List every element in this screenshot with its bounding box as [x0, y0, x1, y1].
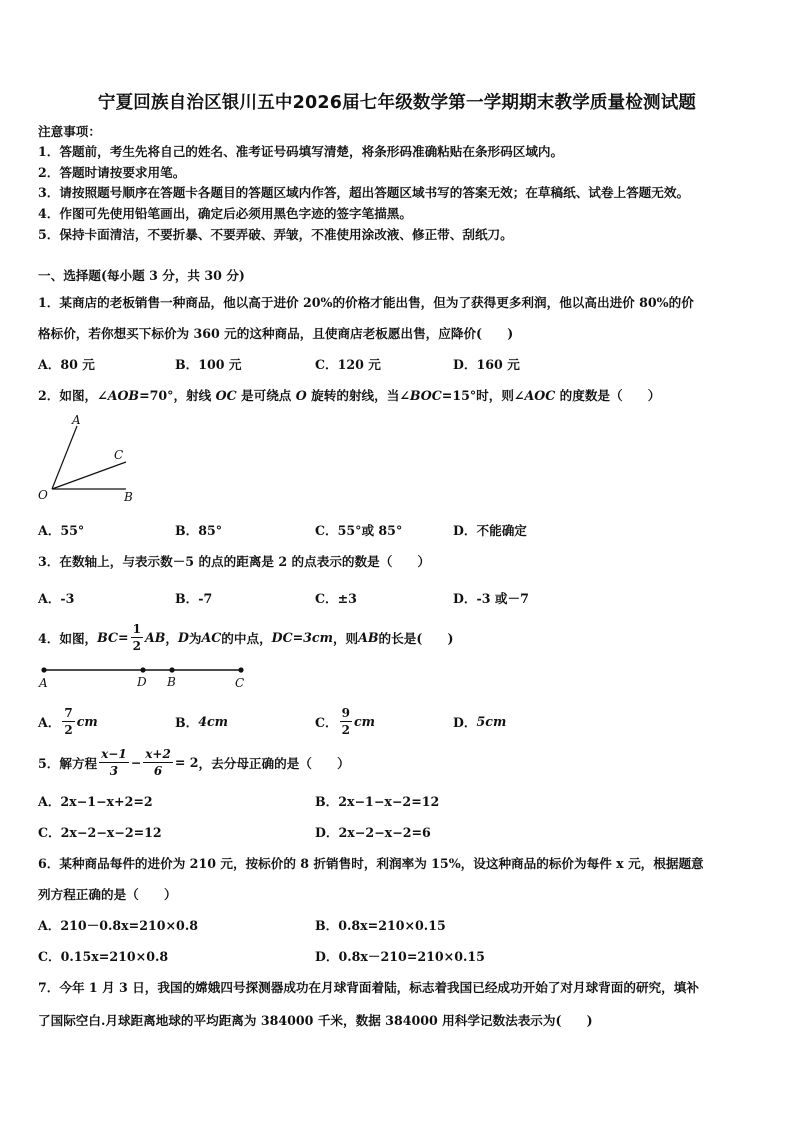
- q2-text: 的度数是（ ）: [555, 388, 661, 403]
- q4-option-d: [453, 703, 506, 739]
- q2-option-d: D．不能确定: [453, 523, 527, 538]
- point-d: [140, 667, 145, 672]
- fraction-numerator: 9: [341, 705, 350, 720]
- q2-angle-boc: ∠BOC: [399, 388, 442, 403]
- q6-option-a: A．210－0.8x=210×0.8: [38, 918, 198, 933]
- option-fraction: [340, 707, 352, 736]
- q3-option-b: B．-7: [175, 591, 213, 606]
- label-c: C: [235, 676, 245, 690]
- question-1-line-2: 格标价，若你想买下标价为 360 元的这种商品，且使商店老板愿出售，应降价( ): [38, 326, 514, 341]
- q4-option-c: [315, 703, 375, 739]
- notice-item: 2．答题时请按要求用笔。: [38, 165, 186, 180]
- q4-bc: BC=: [97, 629, 129, 645]
- q4-dc: DC=3cm: [271, 629, 333, 645]
- q4-point-d: D: [177, 629, 189, 645]
- q2-ray-oc: OC: [215, 388, 237, 403]
- q5-minus: −: [130, 754, 142, 770]
- q4-text: 为: [188, 630, 202, 646]
- q6-option-d: D．0.8x－210=210×0.15: [315, 949, 485, 964]
- q2-angle-aoc: ∠AOC: [513, 388, 556, 403]
- q4-option-a: [38, 703, 98, 739]
- section-heading: 一、选择题(每小题 3 分，共 30 分): [38, 268, 245, 283]
- q2-option-c: C．55°或 85°: [315, 523, 403, 538]
- notice-item: 3．请按照题号顺序在答题卡各题目的答题区域内作答，超出答题区域书写的答案无效；在草稿纸、试卷上答题无效。: [38, 185, 690, 200]
- fraction-numerator: 7: [64, 705, 73, 720]
- notice-item: 4．作图可先使用铅笔画出，确定后必须用黑色字迹的签字笔描黑。: [38, 206, 412, 221]
- q4-text: 的长是( ): [378, 630, 454, 646]
- fraction-denominator: 2: [341, 722, 350, 737]
- q4-ac: AC: [201, 629, 222, 645]
- q2-option-a: A．55°: [38, 523, 85, 538]
- q2-point-o: O: [295, 388, 307, 403]
- option-value: 5cm: [476, 713, 507, 729]
- question-3-stem: 3．在数轴上，与表示数－5 的点的距离是 2 的点表示的数是（ ）: [38, 554, 431, 569]
- label-a: A: [72, 413, 81, 427]
- q2-prefix: 2．如图，: [38, 388, 98, 403]
- label-c: C: [114, 448, 124, 462]
- label-b: B: [124, 490, 133, 504]
- notice-item: 1．答题前，考生先将自己的姓名、准考证号码填写清楚，将条形码准确粘贴在条形码区域内。: [38, 144, 564, 159]
- label-a: A: [39, 676, 48, 690]
- fraction-numerator: x+2: [145, 746, 171, 761]
- page-title: 宁夏回族自治区银川五中2026届七年级数学第一学期期末教学质量检测试题: [97, 93, 697, 113]
- q5-option-a: A．2x−1−x+2=2: [38, 794, 153, 809]
- question-1-line-1: 1．某商店的老板销售一种商品，他以高于进价 20%的价格才能出售，但为了获得更多利润，他以高出进价 80%的价: [38, 295, 694, 310]
- fraction-denominator: 6: [153, 763, 163, 778]
- q1-option-a: A．80 元: [38, 357, 95, 372]
- option-label: D．: [453, 714, 477, 730]
- option-fraction: [62, 707, 74, 736]
- q5-fraction-2: [143, 748, 173, 777]
- q5-text: ，去分母正确的是（ ）: [198, 755, 350, 771]
- point-b: [169, 667, 174, 672]
- question-7-line-2: 了国际空白.月球距离地球的平均距离为 384000 千米，数据 384000 用科学记数法表示为( ): [38, 1013, 593, 1028]
- question-7-line-1: 7．今年 1 月 3 日，我国的嫦娥四号探测器成功在月球背面着陆，标志着我国已经成功开始了对月球背面的研究，填补: [38, 980, 699, 995]
- q5-prefix: 5．解方程: [38, 755, 98, 771]
- q6-option-c: C．0.15x=210×0.8: [38, 949, 169, 964]
- q5-equals: = 2: [174, 754, 199, 770]
- notice-heading: 注意事项：: [38, 124, 101, 139]
- question-6-line-2: 列方程正确的是（ ）: [38, 887, 177, 902]
- label-b: B: [167, 675, 176, 689]
- fraction-denominator: 2: [64, 722, 73, 737]
- point-a: [41, 667, 46, 672]
- q5-option-d: D．2x−2−x−2=6: [315, 825, 431, 840]
- option-label: B．: [175, 714, 199, 730]
- q3-option-d: D．-3 或－7: [453, 591, 529, 606]
- q1-option-c: C．120 元: [315, 357, 381, 372]
- q5-option-b: B．2x−1−x−2=12: [315, 794, 440, 809]
- q2-text: =15°时，则: [441, 388, 514, 403]
- point-c: [238, 667, 243, 672]
- option-label: C．: [315, 714, 338, 730]
- q2-text: 是可绕点: [236, 388, 296, 403]
- question-6-line-1: 6．某种商品每件的进价为 210 元，按标价的 8 折销售时，利润率为 15%，设这种商品的标价为每件 x 元，根据题意: [38, 856, 704, 871]
- q5-fraction-1: [99, 748, 129, 777]
- option-label: A．: [38, 714, 61, 730]
- q6-option-b: B．0.8x=210×0.15: [315, 918, 446, 933]
- q3-option-c: C．±3: [315, 591, 357, 606]
- fraction-denominator: 3: [109, 763, 119, 778]
- option-value: 4cm: [198, 713, 229, 729]
- q4-ab: AB: [144, 629, 166, 645]
- q2-text: 旋转的射线，当: [306, 388, 400, 403]
- q4-text: ，: [165, 630, 178, 646]
- q3-option-a: A．-3: [38, 591, 75, 606]
- q4-prefix: 4．如图，: [38, 630, 98, 646]
- notice-item: 5．保持卡面清洁，不要折暴、不要弄破、弄皱，不准使用涂改液、修正带、刮纸刀。: [38, 227, 513, 242]
- q2-text: =70°，射线: [139, 388, 216, 403]
- fraction-numerator: x−1: [101, 746, 127, 761]
- label-o: O: [38, 488, 48, 502]
- q2-option-b: B．85°: [175, 523, 223, 538]
- option-unit: cm: [353, 713, 375, 729]
- q1-option-d: D．160 元: [453, 357, 520, 372]
- q4-option-b: [175, 703, 228, 739]
- label-d: D: [137, 675, 147, 689]
- fraction-denominator: 2: [132, 638, 141, 653]
- option-unit: cm: [76, 713, 98, 729]
- question-5-stem: [38, 744, 350, 780]
- q4-text: 的中点，: [221, 630, 272, 646]
- q5-option-c: C．2x−2−x−2=12: [38, 825, 162, 840]
- q4-ab: AB: [358, 629, 379, 645]
- q2-angle-aob: ∠AOB: [97, 388, 140, 403]
- q1-option-b: B．100 元: [175, 357, 242, 372]
- q4-text: ，则: [332, 630, 359, 646]
- fraction-numerator: 1: [132, 621, 141, 636]
